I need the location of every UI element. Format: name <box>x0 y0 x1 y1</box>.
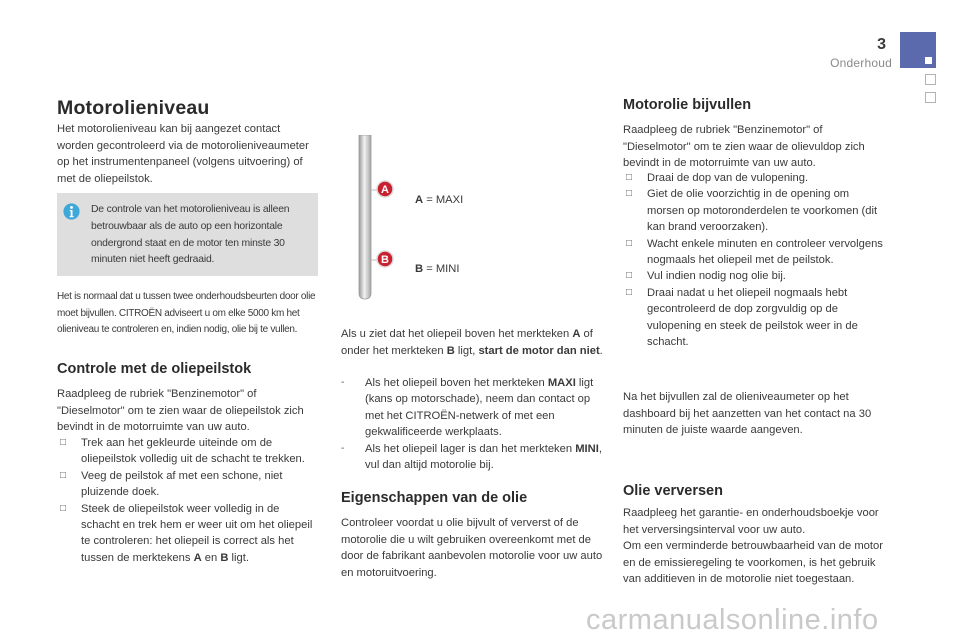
checkbox-bullet-icon: □ <box>626 286 633 298</box>
chapter-tab-active[interactable] <box>900 32 936 68</box>
heading-dipstick-check: Controle met de oliepeilstok <box>57 361 252 377</box>
checkbox-bullet-icon: □ <box>60 502 67 514</box>
checkbox-bullet-icon: □ <box>626 270 633 282</box>
checkbox-bullet-icon: □ <box>60 469 67 481</box>
after-topping-up-paragraph: Na het bijvullen zal de olieniveaumeter op het dashboard bij het aanzetten van het contact na 30 minuten de juiste waarde aangeven. <box>623 391 872 437</box>
oil-properties-paragraph: Controleer voordat u olie bijvult of ververst of de motorolie die u wilt gebruiken overeenkomt met de door de fabrikant aanbevolen motorolie voor uw auto en motoruitvoering. <box>341 517 603 579</box>
list-item: - Als het oliepeil boven het merkteken MAXI ligt (kans op motorschade), neem dan contact op met het CITROËN-netwerk of met een gekwalificeerde werkplaats. <box>341 377 594 439</box>
level-dash-list <box>341 375 603 473</box>
checkbox-bullet-icon: □ <box>626 172 633 183</box>
topping-up-steps <box>623 170 885 350</box>
list-item: □ Draai nadat u het oliepeil nogmaals hebt gecontroleerd de dop zorgvuldig op de vulopening en steek de peilstok weer in de schacht. <box>626 286 858 349</box>
topping-up-paragraph: Raadpleeg de rubriek "Benzinemotor" of "Dieselmotor" om te zien waar de olievuldop zich bevindt in de motorruimte van uw auto. <box>623 124 865 170</box>
tab-square-icon <box>925 57 932 64</box>
note-text: De controle van het motorolieniveau is alleen betrouwbaar als de auto op een horizontale ondergrond staat en de motor ten minste 30 minuten niet heeft gedraaid. <box>91 204 290 266</box>
svg-text:A: A <box>381 184 389 196</box>
marker-a-icon <box>377 181 393 197</box>
page-number: 3 <box>877 36 886 53</box>
heading-oil-change: Olie verversen <box>623 483 723 499</box>
oil-change-paragraph-2: Om een verminderde betrouwbaarheid van de motor en de emissieregeling te voorkomen, is het gebruik van additieven in de motorolie niet toegestaan. <box>623 540 883 586</box>
info-note <box>57 193 318 276</box>
intro-paragraph: Het motorolieniveau kan bij aangezet contact worden gecontroleerd via de motorolieniveaumeter op het instrumentenpaneel (volgens uitvoering) of met de oliepeilstok. <box>57 123 309 185</box>
oil-change-paragraph-1: Raadpleeg het garantie- en onderhoudsboekje voor het verversingsinterval voor uw auto. <box>623 507 879 536</box>
checkbox-bullet-icon: □ <box>626 237 633 249</box>
checkbox-bullet-icon: □ <box>60 437 67 448</box>
watermark: carmanualsonline.info <box>586 604 879 636</box>
maintenance-note: Het is normaal dat u tussen twee onderhoudsbeurten door olie moet bijvullen. CITROËN adviseert u om elke 5000 km het olieniveau te controleren en, indien nodig, olie bij te vullen. <box>57 291 316 336</box>
list-item: □ Veeg de peilstok af met een schone, niet pluizende doek. <box>60 469 283 499</box>
svg-text:B: B <box>381 254 389 266</box>
heading-oil-properties: Eigenschappen van de olie <box>341 490 528 506</box>
list-item: □ Trek aan het gekleurde uiteinde om de oliepeilstok volledig uit de schacht te trekken. <box>60 437 305 466</box>
chapter-tab-1[interactable] <box>925 74 936 85</box>
chapter-tab-2[interactable] <box>925 92 936 103</box>
list-item: □ Draai de dop van de vulopening. <box>623 170 885 186</box>
list-item: - Als het oliepeil lager is dan het merkteken MINI, vul dan altijd motorolie bij. <box>341 442 602 472</box>
marker-b-icon <box>377 251 393 267</box>
checkbox-bullet-icon: □ <box>626 188 633 200</box>
list-item: □ Vul indien nodig nog olie bij. <box>623 268 885 284</box>
list-item: □ Wacht enkele minuten en controleer vervolgens nogmaals het oliepeil met de peilstok. <box>626 237 883 267</box>
list-item: □ Giet de olie voorzichtig in de opening om morsen op motoronderdelen te voorkomen (dit kan brand veroorzaken). <box>626 188 878 234</box>
section-name: Onderhoud <box>830 56 892 70</box>
dipstick-paragraph: Raadpleeg de rubriek "Benzinemotor" of "Dieselmotor" om te zien waar de oliepeilstok zich bevindt in de motorruimte van uw auto. <box>57 388 304 434</box>
list-item: □ Steek de oliepeilstok weer volledig in de schacht en trek hem er weer uit om het oliepeil te controleren: het oliepeil is correct als het tussen de merktekens A en B ligt. <box>60 502 313 564</box>
label-mini: B = MINI <box>415 263 460 275</box>
heading-topping-up: Motorolie bijvullen <box>623 97 752 113</box>
dipstick-steps <box>57 435 320 566</box>
label-maxi: A = MAXI <box>415 194 464 206</box>
page-title: Motorolieniveau <box>57 97 210 119</box>
info-icon <box>63 203 80 220</box>
level-paragraph: Als u ziet dat het oliepeil boven het merkteken A of onder het merkteken B ligt, start de motor dan niet. <box>341 328 603 357</box>
dipstick-illustration <box>353 135 413 303</box>
